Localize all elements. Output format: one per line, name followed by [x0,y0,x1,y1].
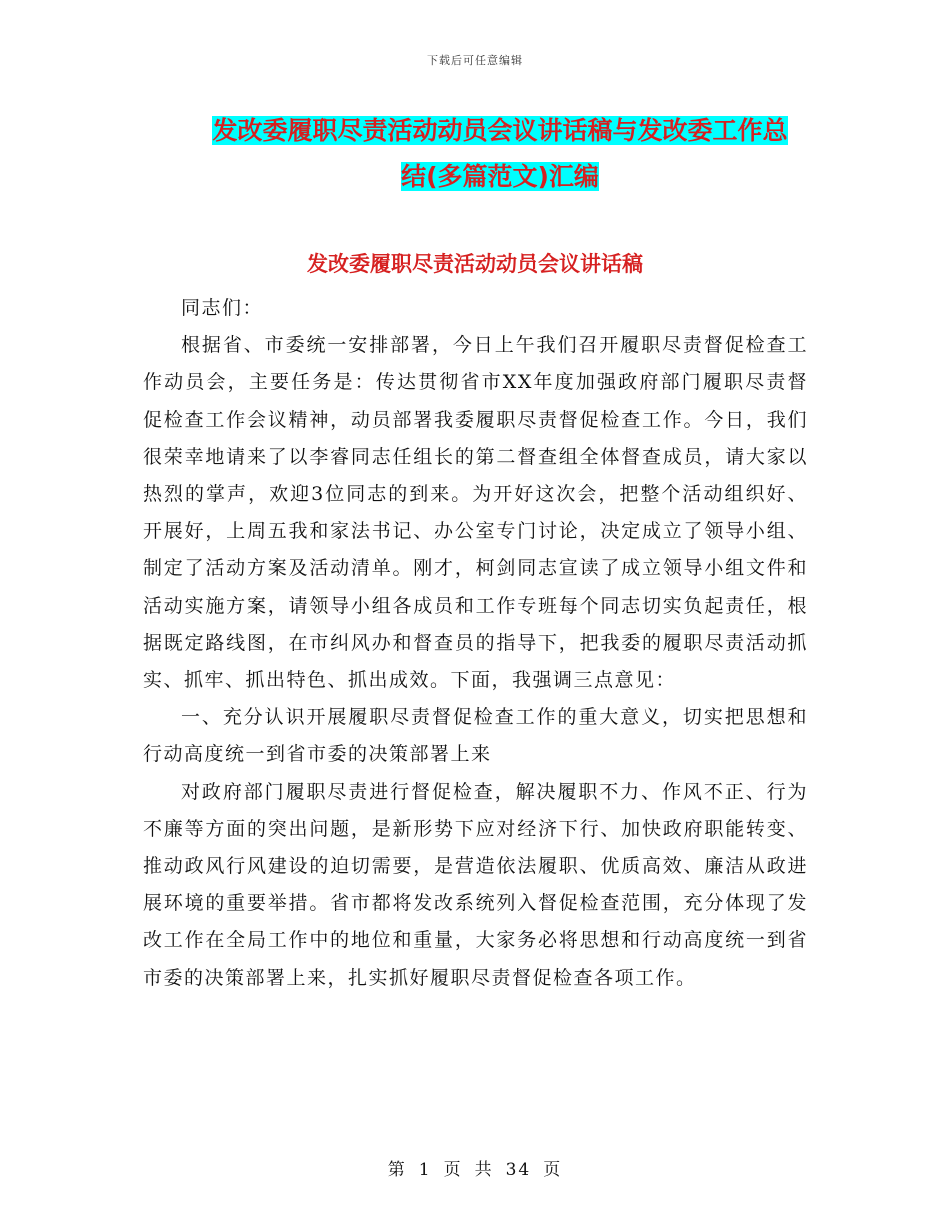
body-paragraph: 根据省、市委统一安排部署，今日上午我们召开履职尽责督促检查工作动员会，主要任务是：传达贯彻省市XX年度加强政府部门履职尽责督促检查工作会议精神，动员部署我委履职尽责督促检查工作。今日，我们很荣幸地请来了以李睿同志任组长的第二督查组全体督查成员，请大家以热烈的掌声，欢迎3位同志的到来。为开好这次会，把整个活动组织好、开展好，上周五我和家法书记、办公室专门讨论，决定成立了领导小组、制定了活动方案及活动清单。刚才，柯剑同志宣读了成立领导小组文件和活动实施方案，请领导小组各成员和工作专班每个同志切实负起责任，根据既定路线图，在市纠风办和督查员的指导下，把我委的履职尽责活动抓实、抓牢、抓出特色、抓出成效。下面，我强调三点意见： [143,334,808,692]
page-header-note: 下载后可任意编辑 [427,54,523,67]
document-title [190,108,810,200]
footer-ye: 页 [443,1160,463,1180]
footer-total-pages: 34 [505,1160,532,1180]
body-paragraph: 对政府部门履职尽责进行督促检查，解决履职不力、作风不正、行为不廉等方面的突出问题，是新形势下应对经济下行、加快政府职能转变、推动政风行风建设的迫切需要，是营造依法履职、优质高效、廉洁从政进展环境的重要举措。省市都将发改系统列入督促检查范围，充分体现了发改工作在全局工作中的地位和重量，大家务必将思想和行动高度统一到省市委的决策部署上来，扎实抓好履职尽责督促检查各项工作。 [143,780,808,989]
page-footer [0,1155,950,1180]
footer-page-number: 1 [418,1160,432,1180]
document-title-line-1: 发改委履职尽责活动动员会议讲话稿与发改委工作总 [212,116,788,145]
footer-di: 第 [387,1160,407,1180]
footer-gong: 共 [474,1160,494,1180]
heading-paragraph: 一、充分认识开展履职尽责督促检查工作的重大意义，切实把思想和行动高度统一到省市委的决策部署上来 [143,706,808,766]
salutation-paragraph: 同志们： [181,297,264,319]
footer-ye-2: 页 [543,1160,563,1180]
body-text [143,290,808,997]
document-title-line-2: 结(多篇范文)汇编 [401,162,599,191]
section-title: 发改委履职尽责活动动员会议讲话稿 [307,252,643,276]
